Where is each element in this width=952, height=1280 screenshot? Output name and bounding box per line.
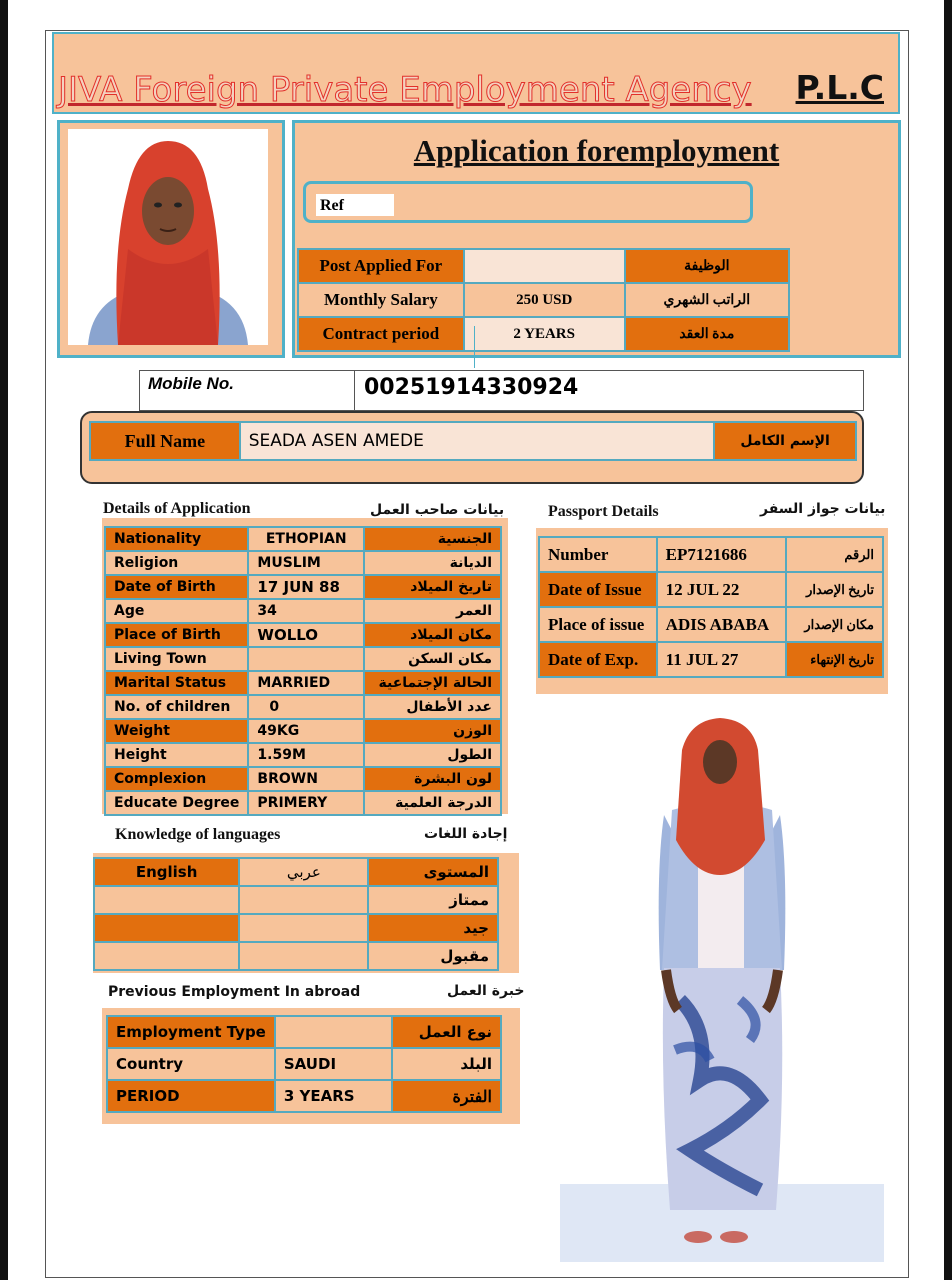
emp-value[interactable]: SAUDI [275,1048,392,1080]
table-row [90,422,856,460]
detail-label-ar: لون البشرة [364,767,501,791]
full-name-table [89,421,857,461]
passport-label: Number [539,537,657,572]
detail-label: Nationality [105,527,248,551]
detail-label-ar: الجنسية [364,527,501,551]
passport-label-ar: الرقم [786,537,883,572]
detail-label-ar: الحالة الإجتماعية [364,671,501,695]
connector-line [474,326,475,368]
detail-label-ar: الديانة [364,551,501,575]
passport-value[interactable]: ADIS ABABA [657,607,786,642]
languages-table [93,857,499,971]
passport-label: Place of issue [539,607,657,642]
lang-cell[interactable] [94,886,239,914]
full-name-label: Full Name [90,422,240,460]
table-row [94,942,498,970]
table-row [105,551,501,575]
details-table [104,526,502,816]
detail-label-ar: الوزن [364,719,501,743]
table-row [105,767,501,791]
details-title-ar: بيانات صاحب العمل [370,502,505,518]
divider [354,371,355,411]
passport-title: Passport Details [548,503,659,520]
table-row [539,537,883,572]
right-edge [944,0,952,1280]
emp-label-ar: البلد [392,1048,501,1080]
passport-table [538,536,884,678]
application-title: Application foremployment [413,133,780,168]
lang-level: مقبول [368,942,498,970]
detail-label-ar: مكان الميلاد [364,623,501,647]
detail-label-ar: الطول [364,743,501,767]
passport-value[interactable]: 11 JUL 27 [657,642,786,677]
mobile-value[interactable]: 00251914330924 [364,375,579,400]
passport-label: Date of Exp. [539,642,657,677]
detail-value[interactable]: BROWN [248,767,364,791]
emp-value[interactable]: 3 YEARS [275,1080,392,1112]
agency-suffix: P.L.C [795,68,884,107]
details-title: Details of Application [103,500,251,517]
table-row [105,527,501,551]
mobile-row [139,370,864,411]
passport-value[interactable]: EP7121686 [657,537,786,572]
table-row [94,914,498,942]
emp-label: PERIOD [107,1080,275,1112]
detail-value[interactable]: 34 [248,599,364,623]
detail-label-ar: مكان السكن [364,647,501,671]
detail-label: Date of Birth [105,575,248,599]
job-value[interactable] [464,249,625,283]
table-row [105,671,501,695]
job-label-ar: الوظيفة [625,249,789,283]
lang-header-level: المستوى [368,858,498,886]
table-row [105,599,501,623]
detail-value[interactable]: 17 JUN 88 [248,575,364,599]
languages-title-ar: إجادة اللغات [424,826,508,842]
full-name-label-ar: الإسم الكامل [714,422,856,460]
lang-header-arabic: عربي [239,858,368,886]
detail-value[interactable]: WOLLO [248,623,364,647]
lang-cell[interactable] [94,942,239,970]
detail-label: No. of children [105,695,248,719]
detail-label-ar: الدرجة العلمية [364,791,501,815]
salary-label: Monthly Salary [298,283,464,317]
detail-value[interactable]: ETHOPIAN [248,527,364,551]
table-row [298,317,789,351]
portrait-frame [57,120,285,358]
table-row [105,623,501,647]
full-name-value[interactable]: SEADA ASEN AMEDE [240,422,714,460]
emp-value[interactable] [275,1016,392,1048]
passport-label: Date of Issue [539,572,657,607]
lang-header-english: English [94,858,239,886]
table-row [105,791,501,815]
passport-label-ar: تاريخ الإصدار [786,572,883,607]
detail-label-ar: العمر [364,599,501,623]
job-label: Post Applied For [298,249,464,283]
agency-header [52,32,900,114]
detail-value[interactable]: MUSLIM [248,551,364,575]
detail-value[interactable]: MARRIED [248,671,364,695]
detail-value[interactable] [248,647,364,671]
table-row [107,1080,501,1112]
table-row [539,607,883,642]
employment-table [106,1015,502,1113]
detail-label: Complexion [105,767,248,791]
table-row [105,719,501,743]
employment-title-ar: خبرة العمل [447,983,525,999]
salary-label-ar: الراتب الشهري [625,283,789,317]
lang-cell[interactable] [239,886,368,914]
lang-cell[interactable] [239,942,368,970]
salary-value[interactable]: 250 USD [464,283,625,317]
detail-label: Educate Degree [105,791,248,815]
passport-title-ar: بيانات جواز السفر [760,501,886,517]
job-table [297,248,790,352]
detail-label: Height [105,743,248,767]
employment-title: Previous Employment In abroad [108,984,361,1000]
detail-label: Marital Status [105,671,248,695]
contract-label: Contract period [298,317,464,351]
table-row [107,1048,501,1080]
table-row [298,249,789,283]
passport-value[interactable]: 12 JUL 22 [657,572,786,607]
full-body-photo [560,700,884,1262]
left-edge [0,0,8,1280]
lang-cell[interactable] [94,914,239,942]
lang-level: ممتاز [368,886,498,914]
table-row [105,695,501,719]
emp-label: Employment Type [107,1016,275,1048]
ref-field[interactable] [303,181,753,223]
detail-label-ar: تاريخ الميلاد [364,575,501,599]
table-row [94,886,498,914]
table-row [105,647,501,671]
table-row [94,858,498,886]
lang-cell[interactable] [239,914,368,942]
detail-label: Weight [105,719,248,743]
passport-label-ar: تاريخ الإنتهاء [786,642,883,677]
agency-name: JIVA Foreign Private Employment Agency [58,70,752,110]
emp-label-ar: الفترة [392,1080,501,1112]
table-row [105,575,501,599]
table-row [298,283,789,317]
passport-label-ar: مكان الإصدار [786,607,883,642]
detail-label: Age [105,599,248,623]
languages-title: Knowledge of languages [115,826,281,843]
detail-value[interactable]: 1.59M [248,743,364,767]
detail-value[interactable]: 0 [248,695,364,719]
detail-value[interactable]: PRIMERY [248,791,364,815]
detail-label: Place of Birth [105,623,248,647]
ref-label: Ref [316,194,394,216]
emp-label: Country [107,1048,275,1080]
table-row [107,1016,501,1048]
detail-label-ar: عدد الأطفال [364,695,501,719]
detail-value[interactable]: 49KG [248,719,364,743]
table-row [539,572,883,607]
table-row [539,642,883,677]
contract-label-ar: مدة العقد [625,317,789,351]
portrait-photo [68,129,268,345]
emp-label-ar: نوع العمل [392,1016,501,1048]
lang-level: جيد [368,914,498,942]
detail-label: Religion [105,551,248,575]
contract-value[interactable]: 2 YEARS [464,317,625,351]
mobile-label: Mobile No. [148,374,234,393]
table-row [105,743,501,767]
detail-label: Living Town [105,647,248,671]
